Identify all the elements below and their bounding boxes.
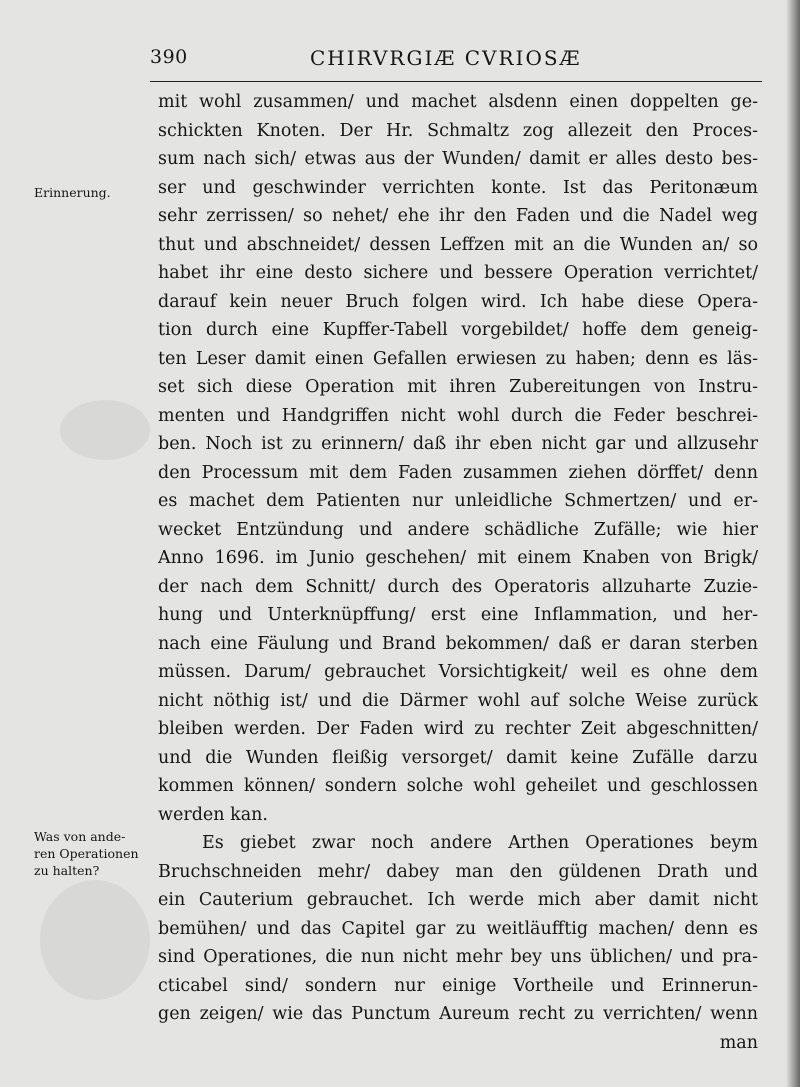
header-rule [150, 81, 762, 82]
margin-note-line: ren Operationen [34, 846, 139, 861]
margin-note-erinnerung [34, 184, 152, 201]
text-line: ben. Noch ist zu erinnern/ daß ihr eben nicht gar und allzusehr [158, 434, 758, 454]
text-line: bleiben werden. Der Faden wird zu rechter Zeit abgeschnitten/ [158, 719, 758, 739]
text-line: und die Wunden fleißig versorget/ damit keine Zufälle darzu [158, 747, 758, 768]
paper-stain [60, 400, 150, 460]
paper-stain [40, 880, 150, 1000]
text-line: hung und Unterknüpffung/ erst eine Inflammation, und her- [158, 605, 758, 625]
text-line: sum nach sich/ etwas aus der Wunden/ damit er alles desto bes- [158, 149, 758, 169]
text-line: sehr zerrissen/ so nehet/ ehe ihr den Faden und die Nadel weg [158, 206, 758, 226]
body-text [158, 88, 758, 1057]
running-title: CHIRVRGIÆ CVRIOSÆ [310, 46, 582, 70]
page-header [150, 46, 760, 74]
text-line: menten und Handgriffen nicht wohl durch die Feder beschrei- [158, 405, 758, 426]
text-line: bemühen/ und das Capitel gar zu weitläufftig machen/ denn es [158, 918, 758, 939]
text-line: gen zeigen/ wie das Punctum Aureum recht zu verrichten/ wenn [158, 1004, 758, 1024]
text-line: schickten Knoten. Der Hr. Schmaltz zog allezeit den Proces- [158, 120, 758, 141]
text-line: nach eine Fäulung und Brand bekommen/ daß er daran sterben [158, 633, 758, 654]
text-line: mit wohl zusammen/ und machet alsdenn einen doppelten ge- [158, 92, 758, 112]
text-line: thut und abschneidet/ dessen Leffzen mit an die Wunden an/ so [158, 234, 758, 255]
text-line: sind Operationes, die nun nicht mehr bey uns üblichen/ und pra- [158, 947, 758, 967]
catchword: man [719, 1032, 758, 1053]
text-line: tion durch eine Kupffer-Tabell vorgebildet/ hoffe dem geneig- [158, 320, 758, 340]
text-line: wecket Entzündung und andere schädliche Zufälle; wie hier [158, 519, 758, 540]
text-line: ser und geschwinder verrichten konte. Ist das Peritonæum [158, 177, 758, 198]
margin-note-line: Erinnerung. [34, 185, 111, 200]
text-line: Anno 1696. im Junio geschehen/ mit einem Knaben von Brigk/ [158, 548, 758, 568]
text-line: habet ihr eine desto sichere und bessere Operation verrichtet/ [158, 263, 758, 283]
text-line: darauf kein neuer Bruch folgen wird. Ich habe diese Opera- [158, 291, 758, 312]
text-line: kommen können/ sondern solche wohl geheilet und geschlossen [158, 776, 758, 796]
text-line: nicht nöthig ist/ und die Därmer wohl auf solche Weise zurück [158, 690, 758, 711]
margin-note-line: Was von ande- [34, 829, 126, 844]
text-line: ten Leser damit einen Gefallen erwiesen zu haben; denn es läs- [158, 348, 758, 369]
text-line: es machet dem Patienten nur unleidliche Schmertzen/ und er- [158, 491, 758, 511]
text-line: Bruchschneiden mehr/ dabey man den güldenen Drath und [158, 861, 758, 882]
margin-note-other-operations [34, 828, 152, 879]
text-line: set sich diese Operation mit ihren Zubereitungen von Instru- [158, 377, 758, 397]
text-line: der nach dem Schnitt/ durch des Operatoris allzuharte Zuzie- [158, 576, 758, 597]
text-line: ein Cauterium gebrauchet. Ich werde mich aber damit nicht [158, 890, 758, 910]
text-line: müssen. Darum/ gebrauchet Vorsichtigkeit/ weil es ohne dem [158, 662, 758, 682]
margin-note-line: zu halten? [34, 863, 100, 878]
text-line: werden kan. [158, 804, 268, 825]
text-line: den Processum mit dem Faden zusammen ziehen dörffet/ denn [158, 462, 758, 483]
text-line: cticabel sind/ sondern nur einige Vortheile und Erinnerun- [158, 975, 758, 996]
page-number: 390 [150, 46, 188, 68]
text-line: Es giebet zwar noch andere Arthen Operationes beym [202, 833, 758, 853]
